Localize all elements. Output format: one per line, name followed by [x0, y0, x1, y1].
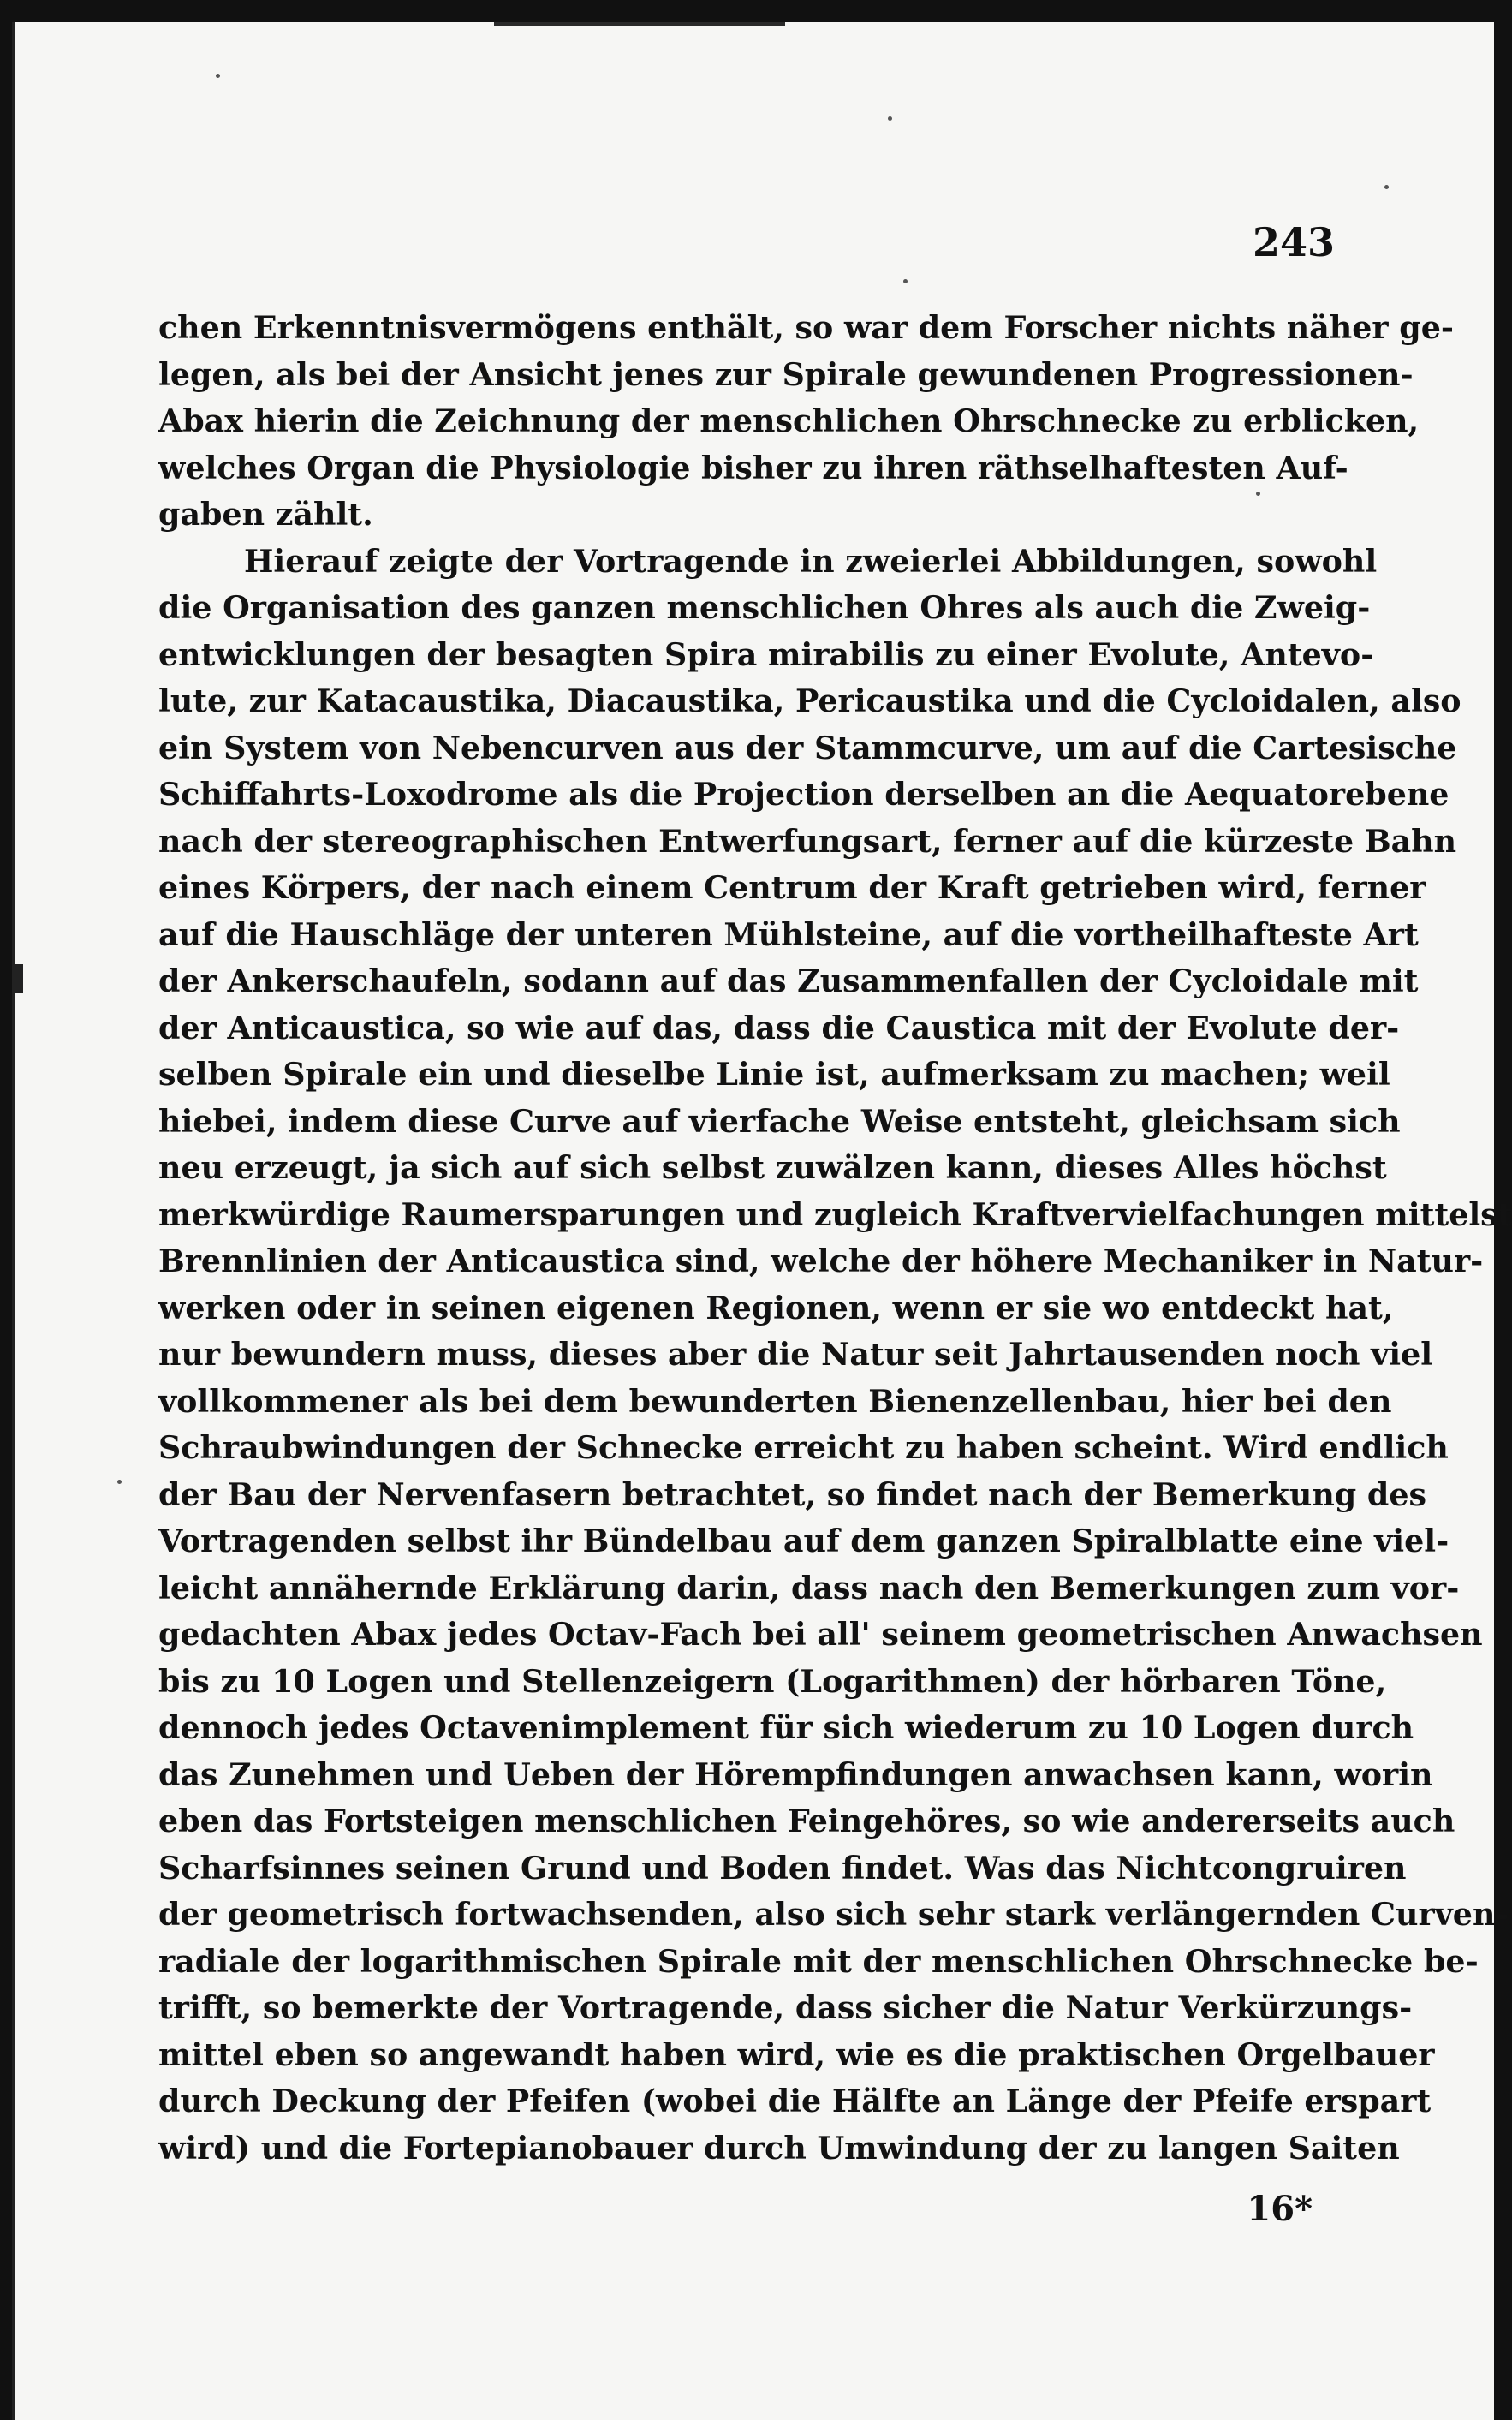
paragraph-1	[158, 305, 1454, 539]
text-line: eines Körpers, der nach einem Centrum der Kraft getrieben wird, ferner	[158, 869, 1426, 906]
text-line: das Zunehmen und Ueben der Hörempfindungen anwachsen kann, worin	[158, 1755, 1433, 1793]
page-number: 243	[1252, 219, 1335, 265]
paper-speck	[903, 279, 908, 283]
top-edge-rule	[494, 22, 785, 26]
text-line: trifft, so bemerkte der Vortragende, dass sicher die Natur Verkürzungs-	[158, 1989, 1413, 2026]
signature-mark: 16*	[1247, 2189, 1313, 2229]
paper-speck	[117, 1480, 122, 1484]
text-line: der Anticaustica, so wie auf das, dass die Caustica mit der Evolute der-	[158, 1009, 1400, 1046]
text-line: leicht annähernde Erklärung darin, dass nach den Bemerkungen zum vor-	[158, 1569, 1460, 1606]
text-line: chen Erkenntnisvermögens enthält, so war dem Forscher nichts näher ge-	[158, 309, 1454, 346]
text-line: nach der stereographischen Entwerfungsart, ferner auf die kürzeste Bahn	[158, 822, 1457, 860]
text-line: entwicklungen der besagten Spira mirabilis zu einer Evolute, Antevo-	[158, 635, 1374, 673]
body-text	[158, 305, 1512, 2172]
text-line: merkwürdige Raumersparungen und zugleich Kraftvervielfachungen mittelst	[158, 1195, 1512, 1233]
paper-speck	[216, 74, 220, 78]
text-line: gedachten Abax jedes Octav-Fach bei all' seinem geometrischen Anwachsen	[158, 1616, 1483, 1653]
paper-speck	[1384, 185, 1389, 189]
text-line: neu erzeugt, ja sich auf sich selbst zuwälzen kann, dieses Alles höchst	[158, 1149, 1387, 1186]
paper-speck	[1256, 492, 1260, 496]
text-line: gaben zählt.	[158, 496, 373, 533]
text-line: bis zu 10 Logen und Stellenzeigern (Logarithmen) der hörbaren Töne,	[158, 1662, 1387, 1700]
text-line: ein System von Nebencurven aus der Stammcurve, um auf die Cartesische	[158, 729, 1457, 766]
text-line: Schraubwindungen der Schnecke erreicht zu haben scheint. Wird endlich	[158, 1429, 1449, 1466]
text-line: Brennlinien der Anticaustica sind, welche der höhere Mechaniker in Natur-	[158, 1243, 1484, 1279]
paragraph-2	[158, 539, 1512, 2173]
text-line: werken oder in seinen eigenen Regionen, wenn er sie wo entdeckt hat,	[158, 1289, 1394, 1326]
paper-speck	[888, 116, 892, 121]
text-line: radiale der logarithmischen Spirale mit der menschlichen Ohrschnecke be-	[158, 1942, 1479, 1980]
text-line: auf die Hauschläge der unteren Mühlsteine, auf die vortheilhafteste Art	[158, 915, 1419, 953]
text-line: der geometrisch fortwachsenden, also sich sehr stark verlängernden Curven-	[158, 1896, 1509, 1933]
text-line: die Organisation des ganzen menschlichen Ohres als auch die Zweig-	[158, 589, 1371, 626]
text-line: mittel eben so angewandt haben wird, wie es die praktischen Orgelbauer	[158, 2036, 1435, 2073]
text-line: durch Deckung der Pfeifen (wobei die Hälfte an Länge der Pfeife erspart	[158, 2083, 1432, 2119]
text-line: eben das Fortsteigen menschlichen Feingehöres, so wie andererseits auch	[158, 1803, 1455, 1839]
text-line: hiebei, indem diese Curve auf vierfache Weise entsteht, gleichsam sich	[158, 1102, 1401, 1140]
text-line: nur bewundern muss, dieses aber die Natur seit Jahrtausenden noch viel	[158, 1336, 1433, 1373]
text-line: vollkommener als bei dem bewunderten Bienenzellenbau, hier bei den	[158, 1382, 1392, 1420]
text-line: legen, als bei der Ansicht jenes zur Spirale gewundenen Progressionen-	[158, 355, 1414, 393]
text-line: selben Spirale ein und dieselbe Linie ist, aufmerksam zu machen; weil	[158, 1056, 1390, 1093]
text-line: welches Organ die Physiologie bisher zu ihren räthselhaftesten Auf-	[158, 449, 1348, 486]
text-line: Hierauf zeigte der Vortragende in zweierlei Abbildungen, sowohl	[244, 542, 1378, 580]
text-line: lute, zur Katacaustika, Diacaustika, Pericaustika und die Cycloidalen, also	[158, 682, 1461, 719]
text-line: wird) und die Fortepianobauer durch Umwindung der zu langen Saiten	[158, 2129, 1400, 2167]
text-line: Schiffahrts-Loxodrome als die Projection derselben an die Aequatorebene	[158, 776, 1449, 813]
text-line: der Ankerschaufeln, sodann auf das Zusammenfallen der Cycloidale mit	[158, 963, 1419, 999]
binding-edge-mark	[15, 964, 23, 993]
book-page	[12, 22, 1512, 2420]
text-line: Abax hierin die Zeichnung der menschlichen Ohrschnecke zu erblicken,	[158, 402, 1420, 439]
text-line: dennoch jedes Octavenimplement für sich wiederum zu 10 Logen durch	[158, 1709, 1414, 1746]
text-line: Vortragenden selbst ihr Bündelbau auf dem ganzen Spiralblatte eine viel-	[158, 1523, 1449, 1559]
text-line: der Bau der Nervenfasern betrachtet, so findet nach der Bemerkung des	[158, 1475, 1426, 1513]
text-line: Scharfsinnes seinen Grund und Boden findet. Was das Nichtcongruiren	[158, 1849, 1407, 1887]
